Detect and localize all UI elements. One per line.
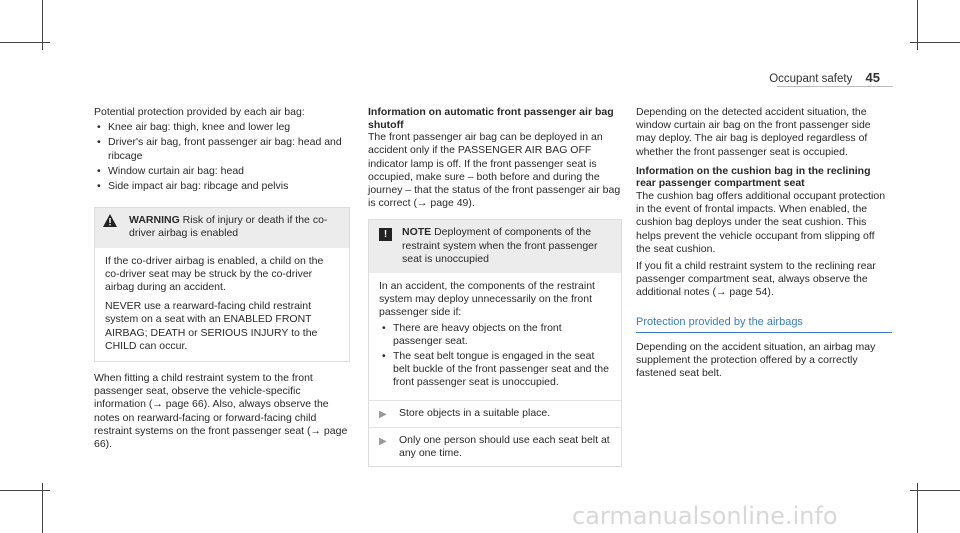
column-right <box>636 106 892 380</box>
note-box <box>368 219 622 467</box>
note-label: NOTE <box>402 226 432 239</box>
list-item: • The seat belt tongue is engaged in the seat belt buckle of the front passenger seat and the front passenger seat is unoccupied. <box>382 350 609 389</box>
subsection-heading: Protection provided by the airbags <box>636 316 892 333</box>
body-text: The front passenger air bag can be deployed in an accident only if the PASSENGER AIR BAG OFF indicator lamp is off. If the front passenger seat is occupied, make sure – both before and during the journey – that the status of the front passenger air bag is correct (→ page 49). <box>368 131 621 210</box>
warning-box <box>94 207 350 362</box>
warning-header <box>95 208 349 247</box>
crop-mark <box>0 490 50 491</box>
watermark: carmanualsonline.info <box>572 502 838 530</box>
airbag-list <box>94 121 350 193</box>
section-heading: Information on the cushion bag in the reclining rear passenger compartment seat <box>636 164 871 190</box>
body-text: The cushion bag offers additional occupant protection in the event of frontal impacts. When enabled, the cushion bag deploys under the seat cushion. This helps prevent the vehicle occupant from slipping off the seat cushion. <box>636 190 886 255</box>
warning-label: WARNING <box>129 214 180 227</box>
column-left <box>94 106 350 451</box>
body-text: If you fit a child restraint system to the reclining rear passenger compartment seat, always observe the additional notes (→ page 54). <box>636 260 876 299</box>
note-body <box>369 273 621 400</box>
column-middle <box>368 106 622 467</box>
warning-title: Risk of injury or death if the co-driver airbag is enabled <box>129 214 328 240</box>
list-item: • Side impact air bag: ribcage and pelvis <box>97 180 289 193</box>
instruction-step: ▶ Store objects in a suitable place. <box>369 400 621 427</box>
crop-mark <box>910 42 960 43</box>
body-text: Depending on the accident situation, an airbag may supplement the protection offered by a correctly fastened seat belt. <box>636 340 876 380</box>
warning-paragraph: NEVER use a rearward-facing child restraint system on a seat with an ENABLED FRONT AIRBAG; DEATH or SERIOUS INJURY to the CHILD can occur. <box>105 300 318 352</box>
crop-mark <box>0 42 50 43</box>
warning-body <box>95 248 349 361</box>
warning-triangle-icon <box>103 214 129 240</box>
section-heading: Information on automatic front passenger air bag shutoff <box>368 106 614 131</box>
note-paragraph: In an accident, the components of the restraint system may deploy unnecessarily on the front passenger side if: <box>379 280 595 319</box>
note-title: Deployment of components of the restraint system when the front passenger seat is unoccupied <box>402 226 598 265</box>
body-text: Depending on the detected accident situation, the window curtain air bag on the front passenger side may deploy. The air bag is deployed regardless of whether the front passenger seat is occupied. <box>636 106 871 158</box>
section-title: Occupant safety <box>769 73 853 85</box>
warning-paragraph: If the co-driver airbag is enabled, a child on the co-driver seat may be struck by the co-driver airbag during an accident. <box>105 254 324 294</box>
step-arrow-icon: ▶ <box>379 435 387 447</box>
list-item: • There are heavy objects on the front passenger seat. <box>382 321 562 347</box>
step-arrow-icon: ▶ <box>379 408 387 420</box>
instruction-step: ▶ Only one person should use each seat belt at any one time. <box>369 427 621 466</box>
page-header <box>769 70 880 85</box>
note-header <box>369 220 621 273</box>
header-rule <box>777 86 893 87</box>
crop-mark <box>910 490 960 491</box>
notice-icon: ! <box>379 228 392 241</box>
list-item: • Knee air bag: thigh, knee and lower leg <box>97 121 291 134</box>
list-item: • Driver's air bag, front passenger air bag: head and ribcage <box>97 136 342 162</box>
page-number: 45 <box>865 70 880 85</box>
intro-text: Potential protection provided by each air bag: <box>94 106 305 118</box>
list-item: • Window curtain air bag: head <box>97 164 244 177</box>
outro-text: When fitting a child restraint system to the front passenger seat, observe the vehicle-specific information (→ page 66). Also, always observe the notes on rearward-facing or forward-facing child restraint systems on the front passenger seat (→ page 66). <box>94 372 348 451</box>
